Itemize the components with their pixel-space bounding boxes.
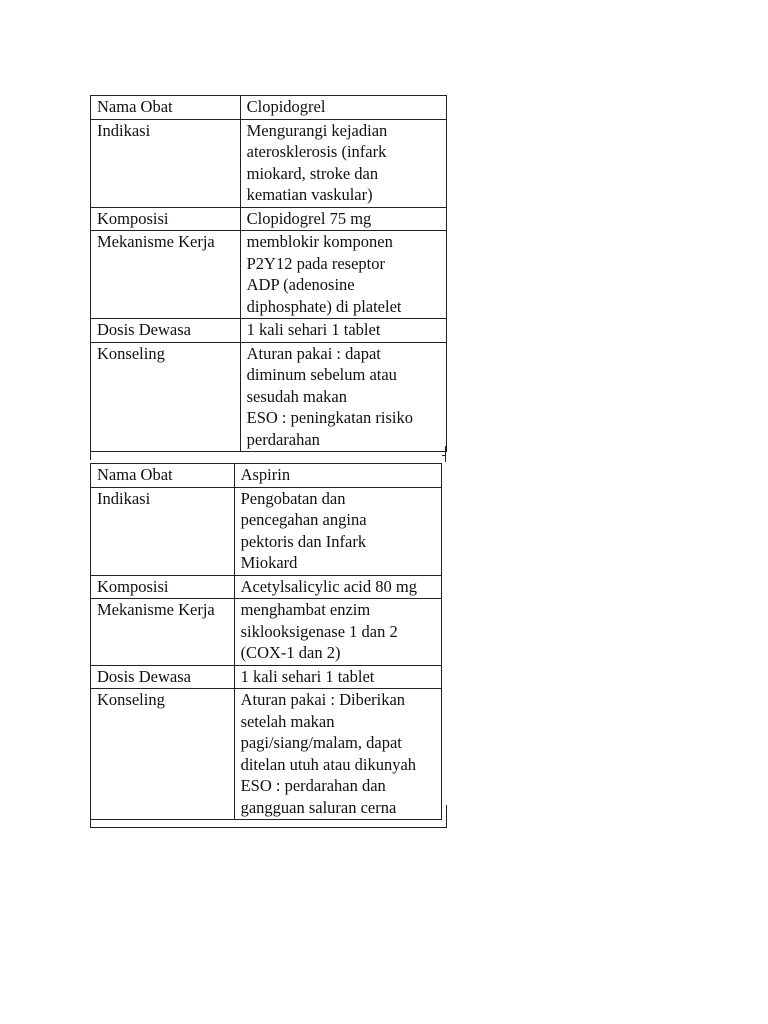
row-label-konseling: Konseling	[91, 689, 235, 820]
row-value-komposisi: Acetylsalicylic acid 80 mg	[234, 575, 441, 599]
table-row	[91, 342, 447, 452]
drug-table-aspirin	[90, 463, 442, 820]
row-label-mekanisme-kerja: Mekanisme Kerja	[91, 231, 241, 319]
row-value-nama-obat: Clopidogrel	[240, 96, 446, 120]
row-value-indikasi: Mengurangi kejadian aterosklerosis (infark miokard, stroke dan kematian vaskular)	[240, 119, 446, 207]
row-value-mekanisme-kerja: memblokir komponen P2Y12 pada reseptor ADP (adenosine diphosphate) di platelet	[240, 231, 446, 319]
table-border-tick	[442, 455, 446, 456]
table-row	[91, 575, 442, 599]
row-label-indikasi: Indikasi	[91, 487, 235, 575]
row-label-indikasi: Indikasi	[91, 119, 241, 207]
table-row	[91, 231, 447, 319]
table-border-tick	[90, 808, 91, 826]
row-label-dosis-dewasa: Dosis Dewasa	[91, 665, 235, 689]
row-value-komposisi: Clopidogrel 75 mg	[240, 207, 446, 231]
row-label-dosis-dewasa: Dosis Dewasa	[91, 319, 241, 343]
row-value-dosis-dewasa: 1 kali sehari 1 tablet	[234, 665, 441, 689]
row-value-nama-obat: Aspirin	[234, 464, 441, 488]
table-row	[91, 119, 447, 207]
row-value-mekanisme-kerja: menghambat enzim siklooksigenase 1 dan 2 (COX-1 dan 2)	[234, 599, 441, 666]
table-row	[91, 207, 447, 231]
row-label-komposisi: Komposisi	[91, 575, 235, 599]
row-label-nama-obat: Nama Obat	[91, 96, 241, 120]
table-row	[91, 96, 447, 120]
table-footer-box	[90, 805, 447, 828]
row-label-mekanisme-kerja: Mekanisme Kerja	[91, 599, 235, 666]
row-value-indikasi: Pengobatan dan pencegahan angina pektoris dan Infark Miokard	[234, 487, 441, 575]
row-value-konseling: Aturan pakai : dapat diminum sebelum atau sesudah makan ESO : peningkatan risiko perdarahan	[240, 342, 446, 452]
row-label-konseling: Konseling	[91, 342, 241, 452]
table-row	[91, 487, 442, 575]
table-row	[91, 464, 442, 488]
table-row	[91, 689, 442, 820]
row-label-komposisi: Komposisi	[91, 207, 241, 231]
table-row	[91, 319, 447, 343]
row-value-dosis-dewasa: 1 kali sehari 1 tablet	[240, 319, 446, 343]
row-value-konseling: Aturan pakai : Diberikan setelah makan pagi/siang/malam, dapat ditelan utuh atau dikunyah ESO : perdarahan dan gangguan saluran cerna	[234, 689, 441, 820]
drug-table-clopidogrel	[90, 95, 447, 452]
table-row	[91, 665, 442, 689]
table-border-extension	[445, 446, 446, 462]
row-label-nama-obat: Nama Obat	[91, 464, 235, 488]
table-row	[91, 599, 442, 666]
table-spacer-line	[90, 446, 446, 460]
